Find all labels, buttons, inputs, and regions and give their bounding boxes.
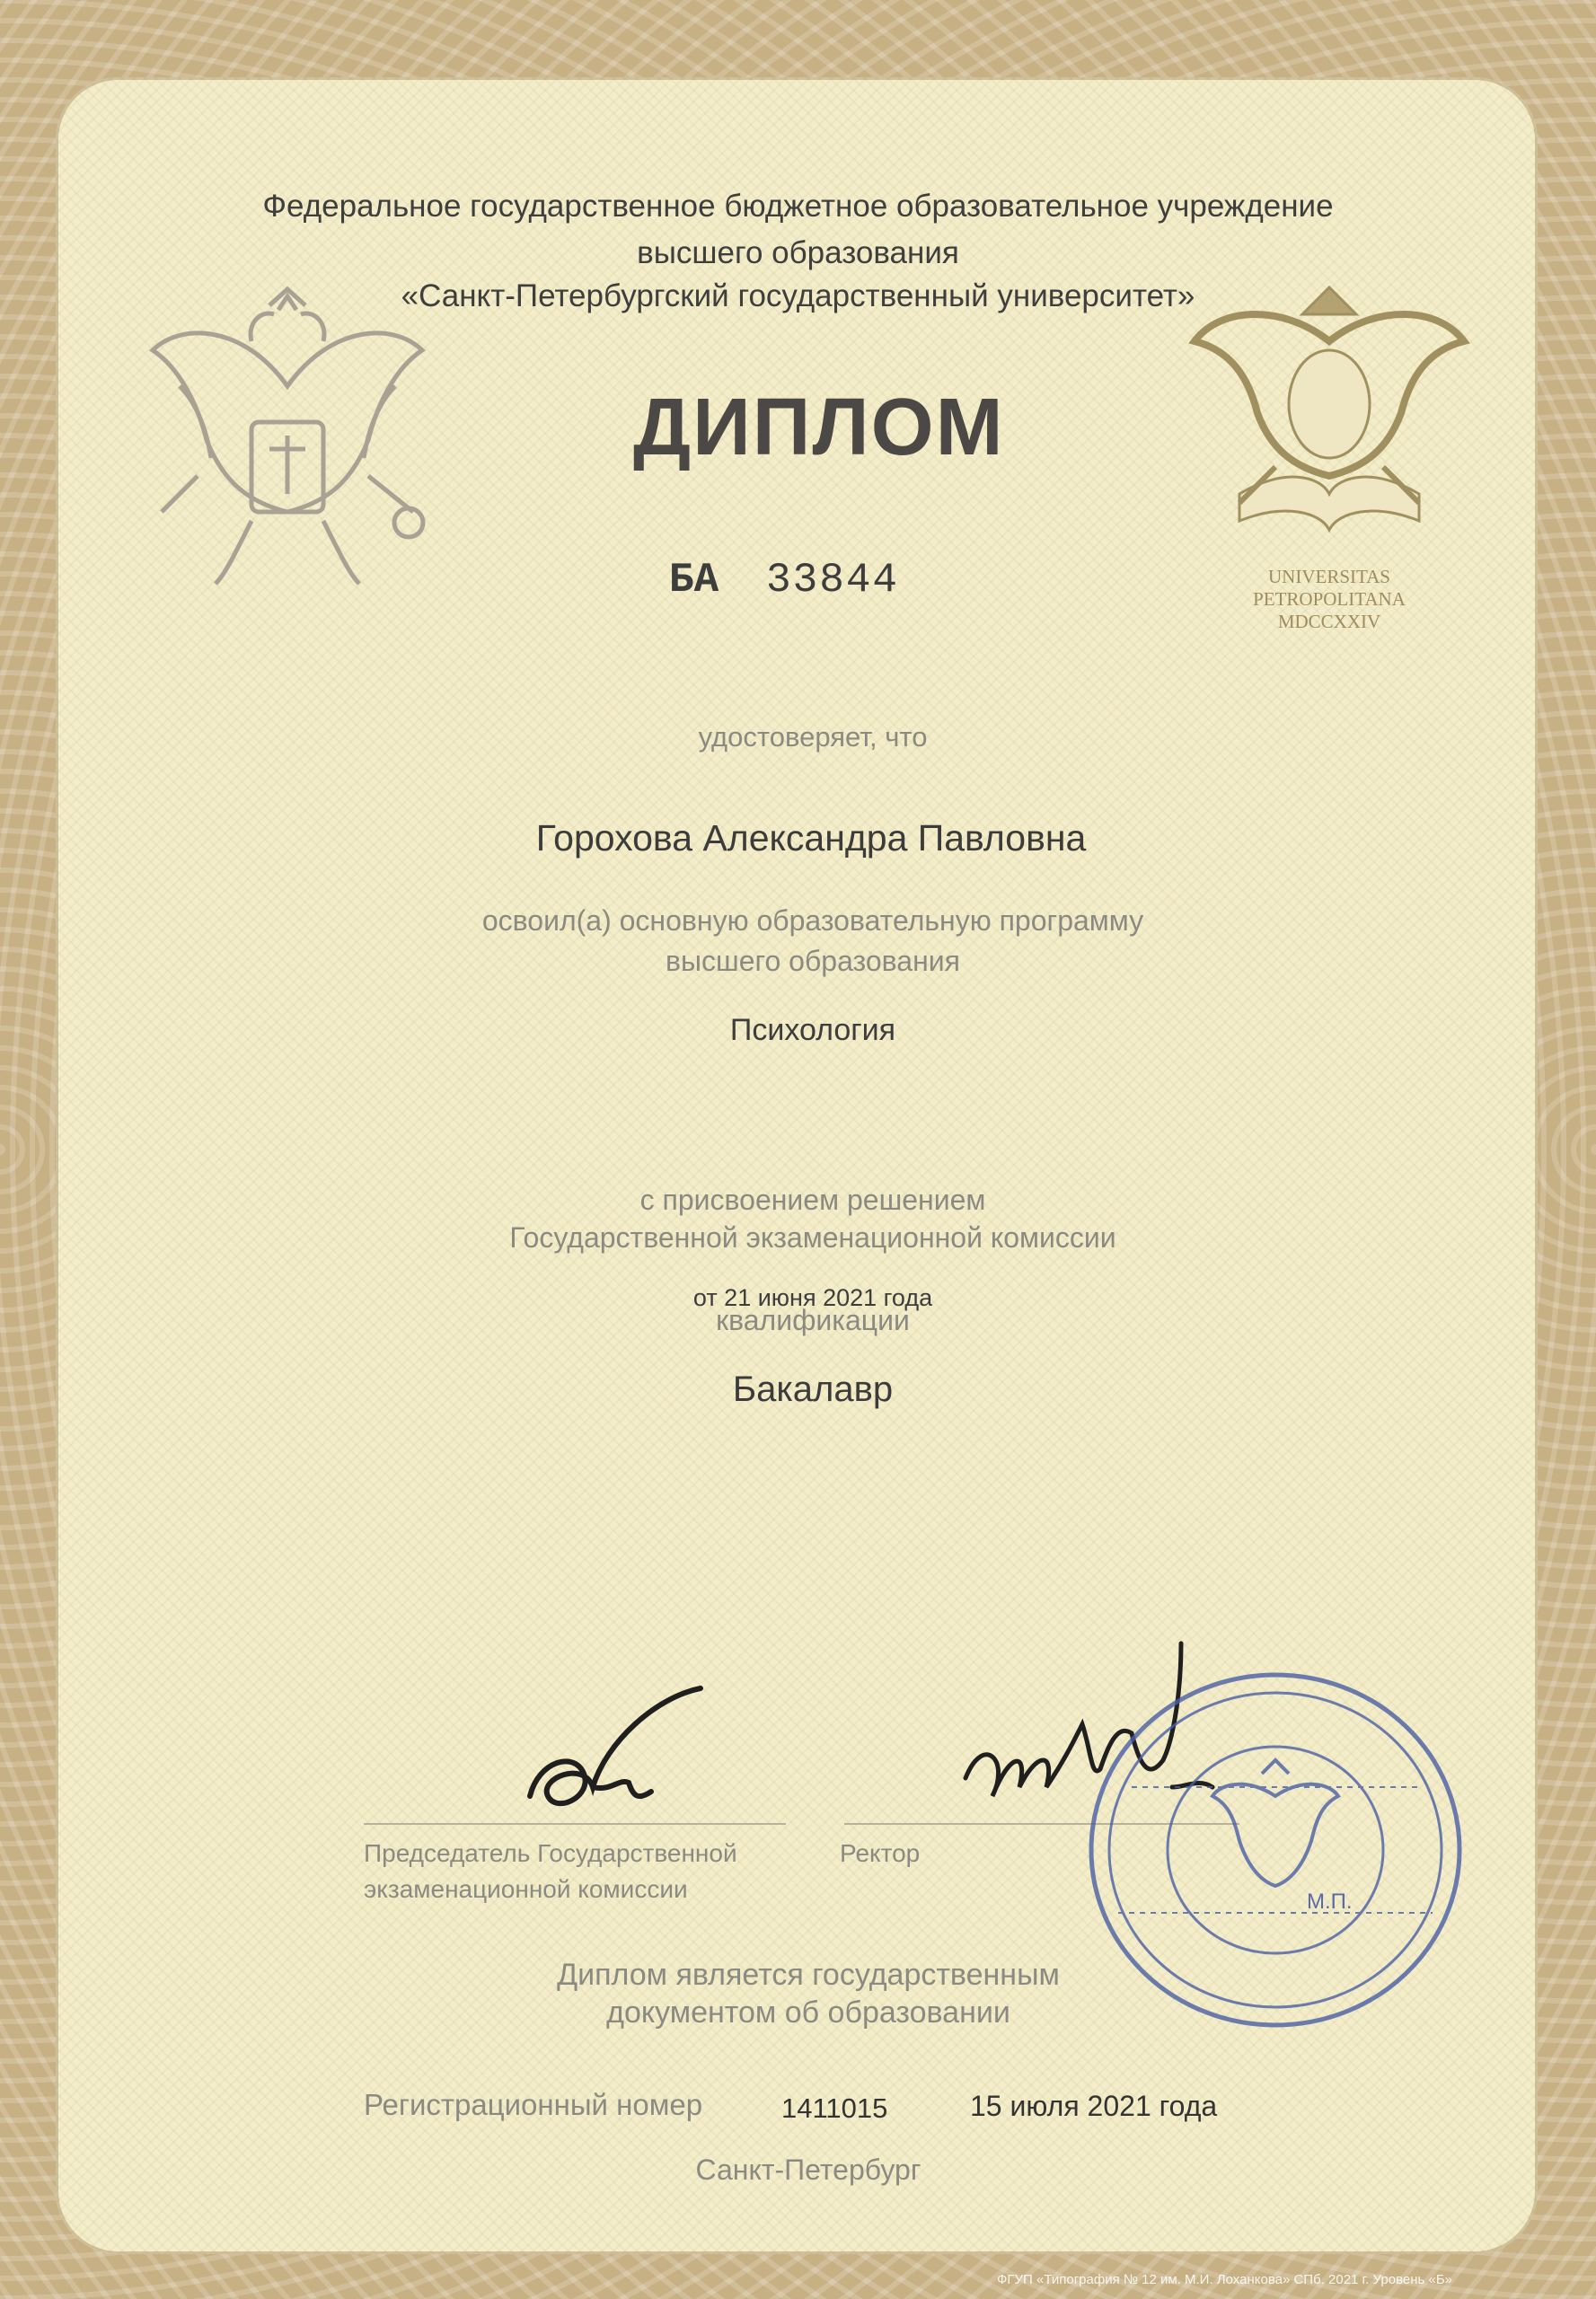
diploma-number: 33844 [766, 557, 900, 603]
status-line-2: документом об образовании [606, 1995, 1010, 2030]
status-line-1: Диплом является государственным [557, 1958, 1060, 1992]
diploma-series: БА [669, 557, 719, 603]
emblem-text-2: PETROPOLITANA [1253, 588, 1406, 610]
chair-signature-line [364, 1823, 786, 1825]
rector-label: Ректор [840, 1839, 921, 1867]
commission-date: от 21 июня 2021 года [692, 1284, 933, 1311]
program-line-2: высшего образования [666, 945, 960, 977]
issue-date: 15 июля 2021 года [970, 2090, 1218, 2122]
emblem-text-3: MDCCXXIV [1277, 611, 1381, 632]
assignment-line-3: квалификации [716, 1304, 910, 1336]
institution-line-3: «Санкт-Петербургский государственный университет» [401, 278, 1195, 313]
specialty: Психология [729, 1013, 896, 1047]
institution-line-2: высшего образования [637, 235, 959, 270]
chair-signature [521, 1688, 736, 1823]
city: Санкт-Петербург [695, 2154, 921, 2186]
assignment-line-1: с присвоением решением [639, 1184, 986, 1216]
registration-label: Регистрационный номер [364, 2088, 703, 2121]
graduate-name: Горохова Александра Павловна [535, 817, 1087, 859]
assignment-line-2: Государственной экзаменационной комиссии [509, 1221, 1116, 1254]
printer-info: ФГУП «Типография № 12 им. М.И. Лоханкова» СПб. 2021 г. Уровень «Б» [997, 2272, 1453, 2287]
emblem-text-1: UNIVERSITAS [1268, 566, 1390, 587]
registration-number: 1411015 [781, 2092, 888, 2124]
coat-of-arms-icon [144, 287, 431, 593]
institution-line-1: Федеральное государственное бюджетное образовательное учреждение [262, 189, 1334, 224]
chair-label-1: Председатель Государственной [364, 1839, 737, 1867]
university-emblem-icon [1186, 287, 1473, 548]
chair-label-2: экзаменационной комиссии [364, 1875, 688, 1903]
seal-initials: М.П. [1307, 1889, 1353, 1914]
program-line-1: освоил(а) основную образовательную программу [481, 904, 1144, 937]
certifies-text: удостоверяет, что [698, 721, 928, 753]
qualification: Бакалавр [732, 1370, 894, 1409]
diploma-title: ДИПЛОМ [633, 383, 1005, 472]
